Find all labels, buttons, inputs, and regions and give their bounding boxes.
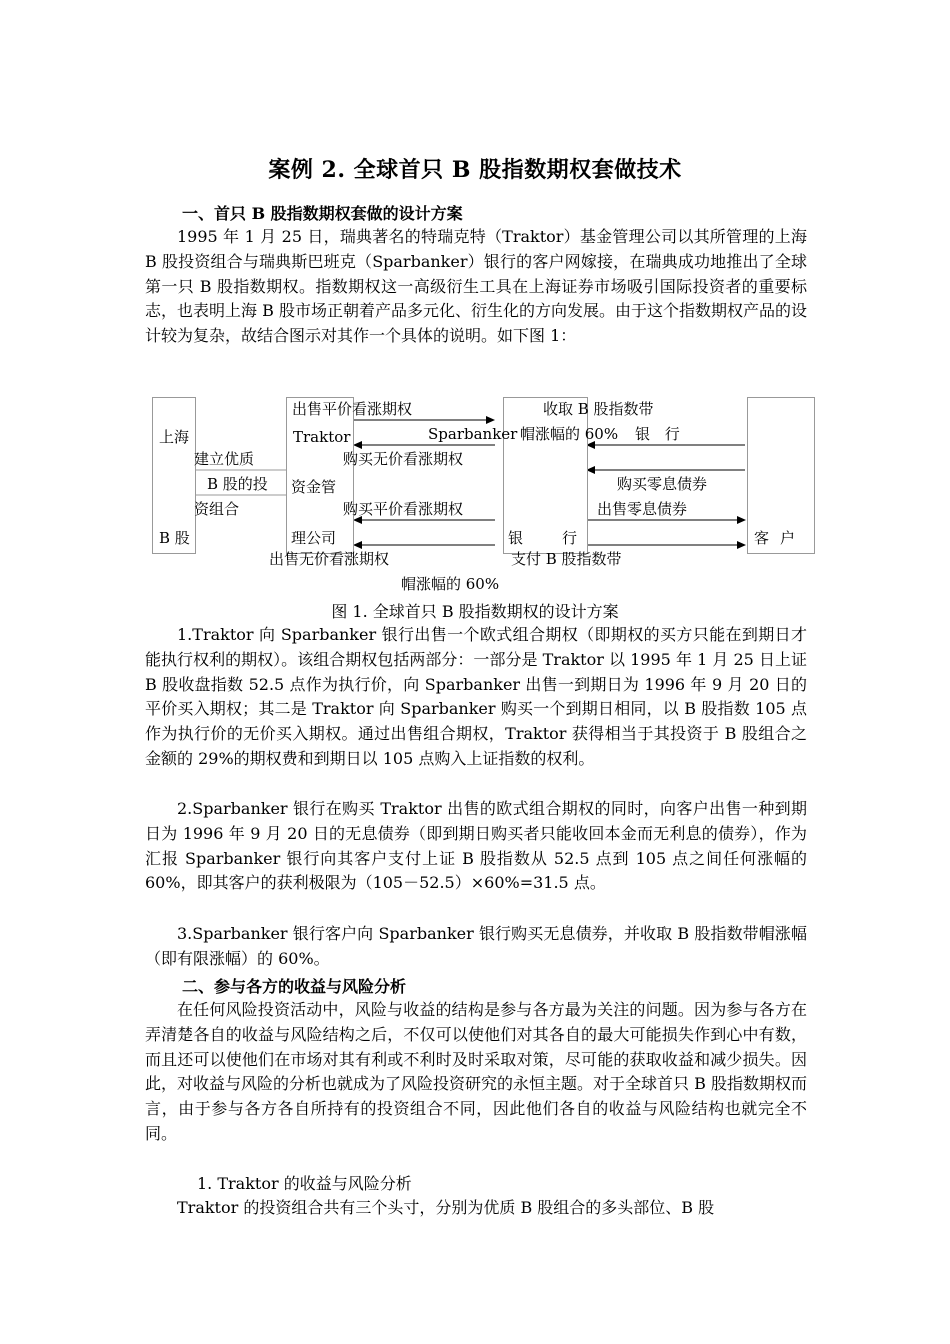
label-buy-zero-bond: 购买零息债券	[617, 475, 708, 493]
subsection-1-text: Traktor 的投资组合共有三个头寸，分别为优质 B 股组合的多头部位、B 股	[177, 1198, 715, 1217]
bank-label-1: 银	[508, 529, 524, 547]
portfolio-line-3: 资组合	[194, 500, 240, 518]
note-receive-line-2: 帽涨幅的 60%	[520, 425, 619, 443]
note-pay-line-1: 支付 B 股指数带	[511, 550, 622, 568]
b-share-label: B 股	[159, 529, 190, 547]
customer-box	[747, 397, 815, 554]
note-pay-line-2: 帽涨幅的 60%	[401, 575, 500, 593]
point-1: 1.Traktor 向 Sparbanker 银行出售一个欧式组合期权（即期权的买方只能在到期日才能执行权利的期权）。该组合期权包括两部分：一部分是 Traktor 以 1995 年 1 月 25 日上证 B 股收盘指数 52.5 点作为执行价，向 Sparbanker 出售一到期日为 1996 年 9 月 20 日的平价买入期权；其二是 Traktor 向 Sparbanker 购买一个到期日相同，以 B 股指数 105 点作为执行价的无价买入期权。通过出售组合期权，Traktor 获得相当于其投资于 B 股组合之金额的 29%的期权费和到期日以 105 点购入上证指数的权利。	[145, 625, 807, 768]
section1-heading: 一、首只 B 股指数期权套做的设计方案	[182, 204, 463, 223]
customer-label-2: 户	[780, 529, 796, 547]
customer-bank-label: 银 行	[635, 425, 680, 443]
note-receive-line-1: 收取 B 股指数带	[543, 400, 654, 418]
label-buy-atm-call: 购买平价看涨期权	[343, 500, 464, 518]
figure-caption: 图 1. 全球首只 B 股指数期权的设计方案	[331, 602, 619, 621]
traktor-label-3: 理公司	[291, 529, 337, 547]
portfolio-line-1: 建立优质	[194, 450, 255, 468]
diagram-lines	[145, 393, 825, 598]
label-sell-atm-call: 出售平价看涨期权	[292, 400, 413, 418]
sparbanker-box	[503, 397, 588, 554]
section2-heading: 二、参与各方的收益与风险分析	[182, 977, 407, 996]
traktor-label: Traktor	[293, 428, 351, 446]
section2-intro: 在任何风险投资活动中，风险与收益的结构是参与各方最为关注的问题。因为参与各方在弄清楚各自的收益与风险结构之后，不仅可以使他们对其各自的最大可能损失作到心中有数，而且还可以使他们在市场对其有利或不利时及时采取对策，尽可能的获取收益和减少损失。因此，对收益与风险的分析也就成为了风险投资研究的永恒主题。对于全球首只 B 股指数期权而言，由于参与各方各自所持有的投资组合不同，因此他们各自的收益与风险结构也就完全不同。	[145, 1000, 807, 1143]
subsection-1-heading: 1. Traktor 的收益与风险分析	[197, 1174, 412, 1193]
shanghai-box	[152, 397, 196, 554]
traktor-label-2: 资金管	[291, 478, 337, 496]
document-title: 案例 2. 全球首只 B 股指数期权套做技术	[268, 157, 682, 183]
label-sell-otm-call: 出售无价看涨期权	[269, 550, 390, 568]
label-sell-zero-bond: 出售零息债券	[597, 500, 688, 518]
portfolio-line-2: B 股的投	[207, 475, 268, 493]
bank-label-2: 行	[562, 529, 578, 547]
point-3: 3.Sparbanker 银行客户向 Sparbanker 银行购买无息债券，并收取 B 股指数带帽涨幅（即有限涨幅）的 60%。	[145, 924, 807, 968]
point-2: 2.Sparbanker 银行在购买 Traktor 出售的欧式组合期权的同时，向客户出售一种到期日为 1996 年 9 月 20 日的无息债券（即到期日购买者只能收回本金而无利息的债券），作为汇报 Sparbanker 银行向其客户支付上证 B 股指数从 52.5 点到 105 点之间任何涨幅的 60%，即其客户的获利极限为（105－52.5）×60%=31.5 点。	[145, 799, 807, 893]
customer-label-1: 客	[754, 529, 770, 547]
label-buy-otm-call: 购买无价看涨期权	[343, 450, 464, 468]
section1-intro: 1995 年 1 月 25 日，瑞典著名的特瑞克特（Traktor）基金管理公司以其所管理的上海 B 股投资组合与瑞典斯巴班克（Sparbanker）银行的客户网嫁接，在瑞典成功地推出了全球第一只 B 股指数期权。指数期权这一高级衍生工具在上海证券市场吸引国际投资者的重要标志，也表明上海 B 股市场正朝着产品多元化、衍生化的方向发展。由于这个指数期权产品的设计较为复杂，故结合图示对其作一个具体的说明。如下图 1：	[145, 227, 807, 346]
shanghai-label: 上海	[159, 428, 190, 446]
design-diagram	[145, 393, 825, 598]
traktor-box	[286, 397, 354, 554]
sparbanker-label: Sparbanker	[428, 425, 518, 443]
